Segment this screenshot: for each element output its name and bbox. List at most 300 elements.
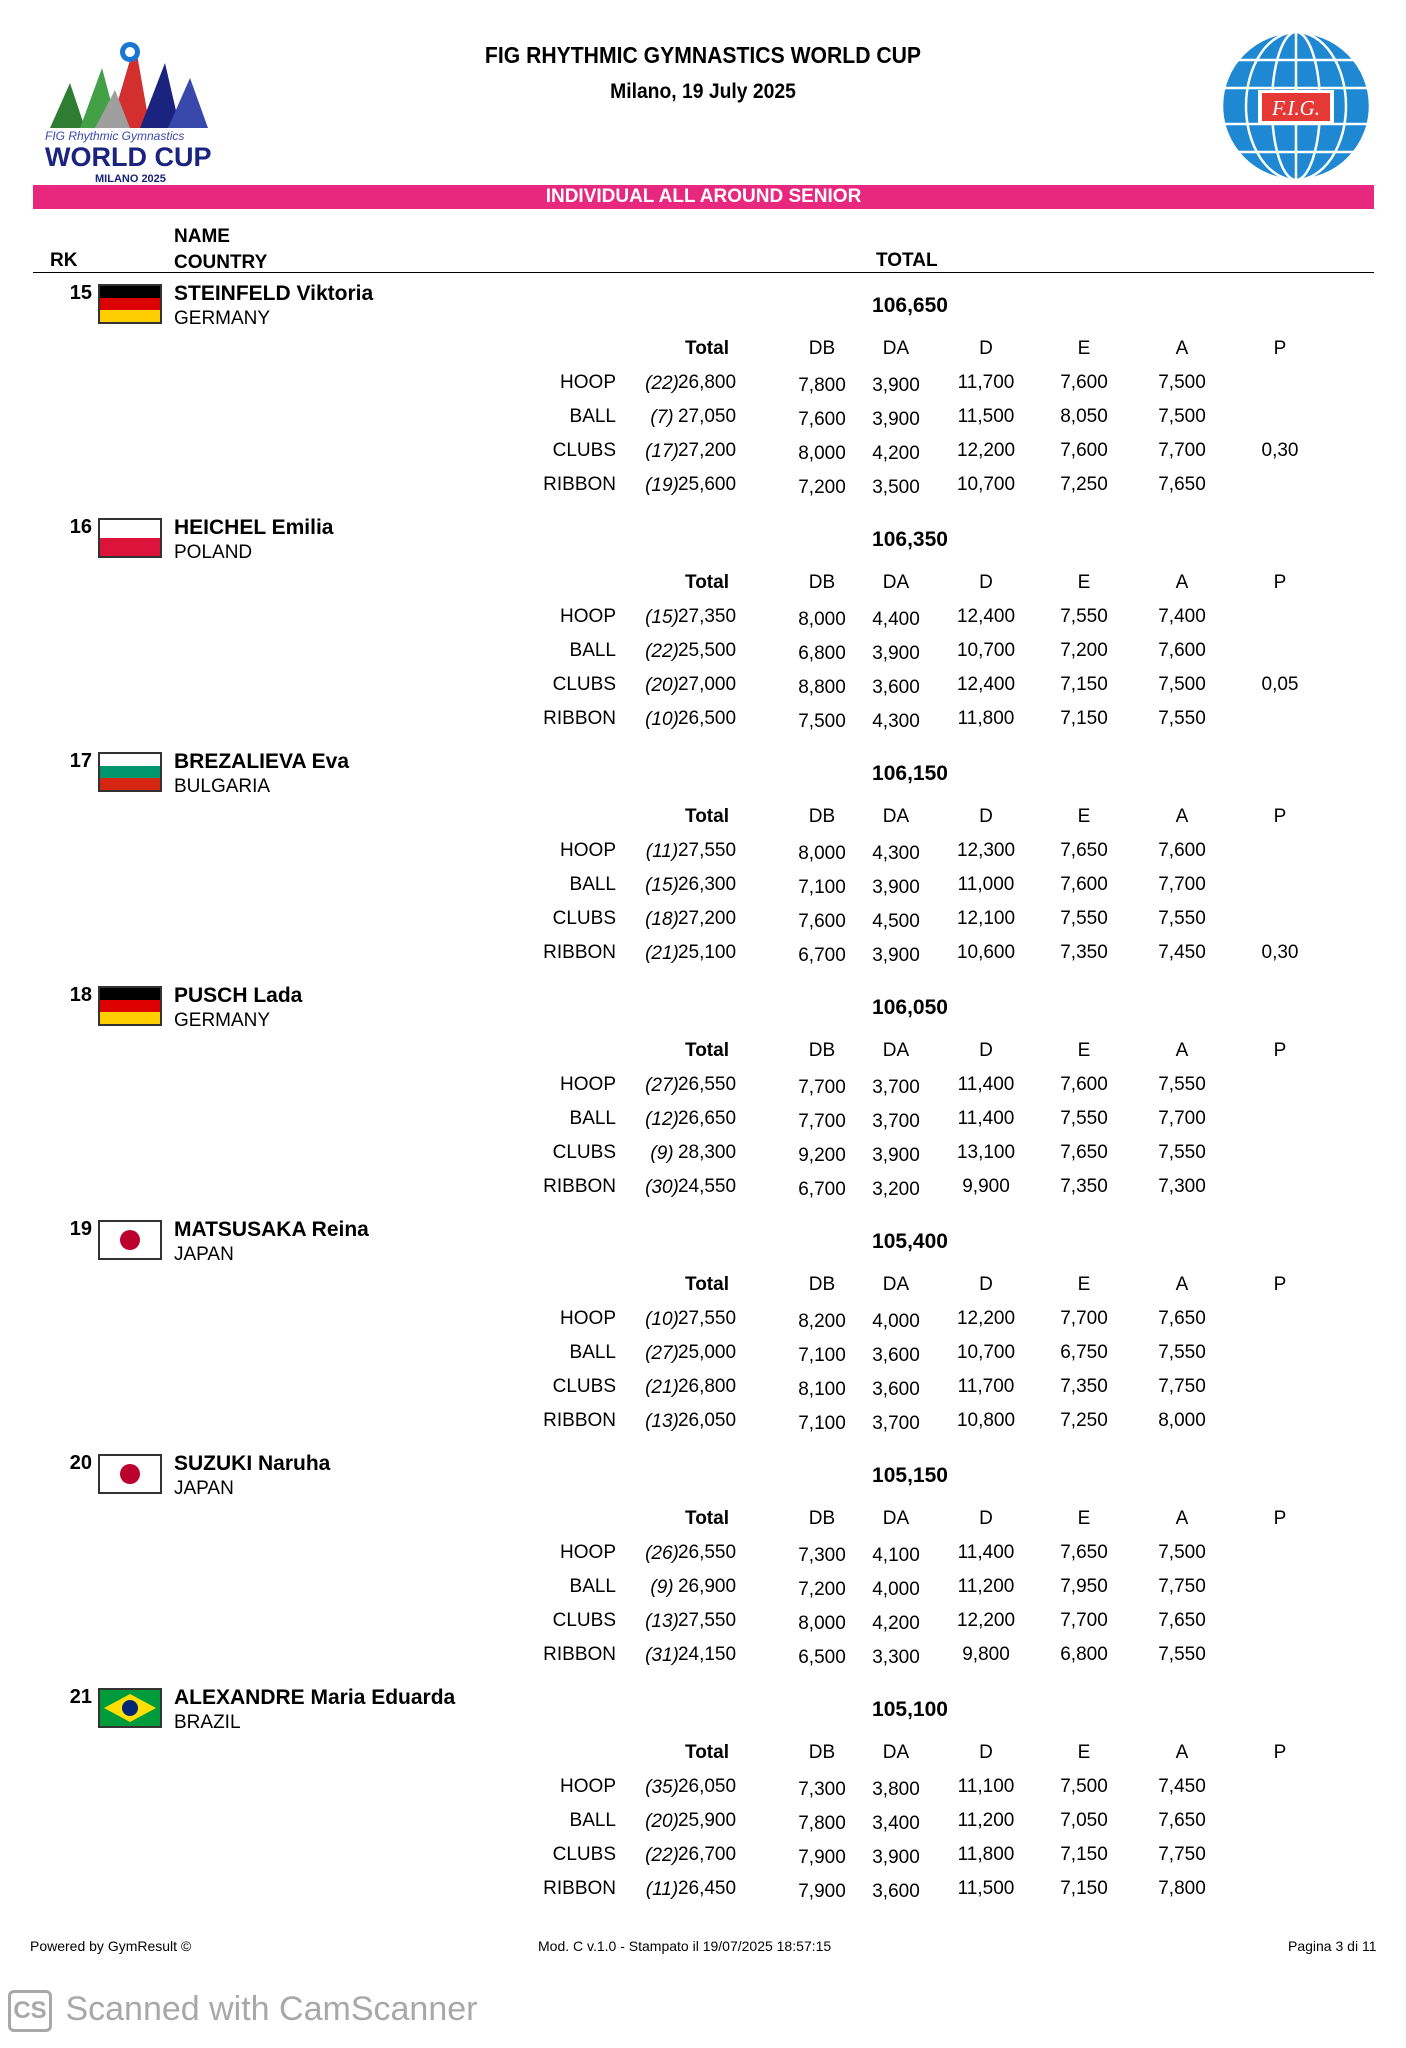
apparatus-name: CLUBS: [552, 1142, 616, 1163]
apparatus-name: BALL: [569, 1810, 616, 1831]
score-da: 3,400: [872, 1813, 920, 1834]
subheader-total: Total: [685, 1742, 729, 1763]
score-a: 7,550: [1158, 708, 1206, 729]
score-e: 7,250: [1060, 474, 1108, 495]
subheader-p: P: [1273, 572, 1287, 593]
apparatus-rank: (13): [645, 1611, 679, 1632]
score-da: 4,200: [872, 443, 920, 464]
subheader-da: DA: [882, 338, 910, 359]
score-db: 8,100: [798, 1379, 846, 1400]
apparatus-name: CLUBS: [552, 440, 616, 461]
score-d: 13,100: [956, 1142, 1016, 1163]
score-a: 7,500: [1158, 674, 1206, 695]
score-total: 26,550: [677, 1074, 737, 1095]
apparatus-rank: (19): [645, 475, 679, 496]
score-da: 3,900: [872, 375, 920, 396]
apparatus-row: [0, 1878, 1406, 1908]
score-a: 7,550: [1158, 1142, 1206, 1163]
score-d: 10,600: [956, 942, 1016, 963]
apparatus-rank: (31): [645, 1645, 679, 1666]
score-total: 26,800: [677, 1376, 737, 1397]
score-db: 8,000: [798, 843, 846, 864]
score-db: 6,800: [798, 643, 846, 664]
score-a: 7,700: [1158, 440, 1206, 461]
score-e: 8,050: [1060, 406, 1108, 427]
score-d: 12,400: [956, 606, 1016, 627]
subheader-e: E: [1077, 1040, 1091, 1061]
svg-text:FIG Rhythmic Gymnastics: FIG Rhythmic Gymnastics: [45, 129, 185, 143]
score-e: 7,650: [1060, 840, 1108, 861]
footer-powered-by: Powered by GymResult ©: [30, 1938, 192, 1954]
score-d: 11,400: [957, 1074, 1015, 1095]
apparatus-name: RIBBON: [543, 942, 616, 963]
athlete-total-score: 105,100: [872, 1698, 948, 1721]
apparatus-name: RIBBON: [543, 1644, 616, 1665]
score-total: 26,650: [677, 1108, 737, 1129]
score-db: 7,900: [798, 1847, 846, 1868]
subheader-total: Total: [685, 1040, 729, 1061]
apparatus-row: [0, 874, 1406, 904]
score-total: 26,700: [677, 1844, 737, 1865]
apparatus-rank: (15): [645, 875, 679, 896]
score-da: 4,300: [872, 843, 920, 864]
apparatus-name: CLUBS: [552, 908, 616, 929]
apparatus-rank: (21): [645, 1377, 679, 1398]
svg-text:F.I.G.: F.I.G.: [1271, 96, 1321, 120]
rank-header: RK: [50, 250, 78, 271]
score-e: 7,350: [1060, 1376, 1108, 1397]
apparatus-rank: (17): [645, 441, 679, 462]
score-e: 7,600: [1060, 372, 1108, 393]
subheader-e: E: [1077, 338, 1091, 359]
score-da: 3,700: [872, 1077, 920, 1098]
score-d: 11,400: [957, 1108, 1015, 1129]
apparatus-rank: (22): [645, 641, 679, 662]
score-da: 3,600: [872, 1379, 920, 1400]
apparatus-row: [0, 1308, 1406, 1338]
subheader-d: D: [979, 806, 993, 827]
athlete-name: PUSCH Lada: [174, 984, 303, 1007]
athlete-country: JAPAN: [174, 1244, 234, 1265]
score-e: 7,150: [1060, 1844, 1108, 1865]
score-da: 3,900: [872, 1847, 920, 1868]
athlete-total-score: 105,400: [872, 1230, 948, 1253]
score-total: 27,200: [677, 908, 737, 929]
score-e: 7,150: [1060, 1878, 1108, 1899]
athlete-country: GERMANY: [174, 308, 271, 329]
score-d: 11,000: [957, 874, 1015, 895]
score-p: 0,05: [1261, 674, 1299, 695]
subheader-total: Total: [685, 572, 729, 593]
score-a: 7,550: [1158, 1074, 1206, 1095]
score-db: 7,800: [798, 375, 846, 396]
apparatus-name: RIBBON: [543, 1878, 616, 1899]
apparatus-rank: (11): [645, 1879, 679, 1900]
score-d: 12,300: [956, 840, 1016, 861]
apparatus-name: HOOP: [560, 606, 616, 627]
apparatus-rank: (27): [645, 1075, 679, 1096]
score-da: 3,900: [872, 1145, 920, 1166]
score-e: 7,350: [1060, 942, 1108, 963]
poland-flag-icon: [98, 518, 162, 558]
athlete-total-score: 106,050: [872, 996, 948, 1019]
apparatus-row: [0, 1844, 1406, 1874]
apparatus-name: BALL: [569, 640, 616, 661]
subheader-da: DA: [882, 1508, 910, 1529]
apparatus-rank: (10): [645, 709, 679, 730]
score-db: 7,300: [798, 1779, 846, 1800]
score-e: 7,150: [1060, 674, 1108, 695]
score-db: 7,600: [798, 911, 846, 932]
apparatus-row: [0, 1342, 1406, 1372]
athlete-rank: 21: [69, 1686, 92, 1708]
athlete-block: [0, 984, 1406, 1218]
score-da: 3,200: [872, 1179, 920, 1200]
event-title: FIG RHYTHMIC GYMNASTICS WORLD CUP: [484, 42, 922, 68]
footer-print-info: Mod. C v.1.0 - Stampato il 19/07/2025 18:57:15: [538, 1938, 832, 1954]
score-d: 11,200: [957, 1810, 1015, 1831]
athlete-block: [0, 282, 1406, 516]
score-e: 7,250: [1060, 1410, 1108, 1431]
japan-flag-icon: [98, 1454, 162, 1494]
apparatus-name: BALL: [569, 406, 616, 427]
score-da: 4,300: [872, 711, 920, 732]
apparatus-row: [0, 840, 1406, 870]
score-d: 12,200: [956, 440, 1016, 461]
score-e: 7,050: [1060, 1810, 1108, 1831]
score-db: 7,700: [798, 1111, 846, 1132]
score-a: 7,650: [1158, 1308, 1206, 1329]
apparatus-rank: (15): [645, 607, 679, 628]
score-db: 8,800: [798, 677, 846, 698]
score-e: 7,600: [1060, 440, 1108, 461]
score-a: 7,400: [1158, 606, 1206, 627]
score-db: 7,300: [798, 1545, 846, 1566]
score-total: 24,550: [677, 1176, 737, 1197]
score-d: 9,900: [962, 1176, 1010, 1197]
apparatus-rank: (13): [645, 1411, 679, 1432]
score-a: 8,000: [1158, 1410, 1206, 1431]
apparatus-row: [0, 942, 1406, 972]
score-da: 4,000: [872, 1311, 920, 1332]
score-db: 6,700: [798, 945, 846, 966]
apparatus-rank: (22): [645, 373, 679, 394]
subheader-e: E: [1077, 1274, 1091, 1295]
score-a: 7,700: [1158, 1108, 1206, 1129]
apparatus-row: [0, 474, 1406, 504]
score-db: 7,900: [798, 1881, 846, 1902]
athlete-rank: 18: [69, 984, 92, 1006]
apparatus-row: [0, 908, 1406, 938]
subheader-d: D: [979, 338, 993, 359]
subheader-a: A: [1175, 806, 1189, 827]
apparatus-rank: (9): [650, 1143, 674, 1164]
athlete-rank: 15: [69, 282, 92, 304]
apparatus-name: CLUBS: [552, 1610, 616, 1631]
apparatus-name: HOOP: [560, 372, 616, 393]
score-e: 7,650: [1060, 1542, 1108, 1563]
subheader-p: P: [1273, 1274, 1287, 1295]
athlete-name: BREZALIEVA Eva: [174, 750, 350, 773]
svg-text:WORLD CUP: WORLD CUP: [45, 142, 212, 172]
score-total: 25,100: [677, 942, 737, 963]
score-total: 27,550: [677, 1308, 737, 1329]
score-e: 7,150: [1060, 708, 1108, 729]
subheader-a: A: [1175, 1742, 1189, 1763]
camscanner-watermark: [8, 1990, 477, 2032]
subheader-da: DA: [882, 806, 910, 827]
score-da: 4,000: [872, 1579, 920, 1600]
apparatus-name: BALL: [569, 1342, 616, 1363]
score-d: 11,800: [957, 708, 1015, 729]
score-e: 7,650: [1060, 1142, 1108, 1163]
subheader-db: DB: [808, 1040, 836, 1061]
apparatus-name: RIBBON: [543, 1410, 616, 1431]
score-e: 7,200: [1060, 640, 1108, 661]
score-db: 7,200: [798, 477, 846, 498]
score-d: 11,700: [957, 1376, 1015, 1397]
score-da: 3,900: [872, 409, 920, 430]
athlete-block: [0, 1218, 1406, 1452]
event-subtitle: Milano, 19 July 2025: [610, 80, 796, 103]
apparatus-name: HOOP: [560, 840, 616, 861]
score-total: 25,600: [677, 474, 737, 495]
apparatus-rank: (22): [645, 1845, 679, 1866]
score-e: 7,500: [1060, 1776, 1108, 1797]
subheader-da: DA: [882, 1274, 910, 1295]
apparatus-rank: (35): [645, 1777, 679, 1798]
score-d: 11,500: [957, 406, 1015, 427]
score-a: 7,550: [1158, 908, 1206, 929]
apparatus-row: [0, 640, 1406, 670]
athlete-block: [0, 1452, 1406, 1686]
score-a: 7,700: [1158, 874, 1206, 895]
apparatus-row: [0, 1176, 1406, 1206]
score-a: 7,450: [1158, 942, 1206, 963]
apparatus-rank: (30): [645, 1177, 679, 1198]
score-da: 3,700: [872, 1413, 920, 1434]
score-e: 7,700: [1060, 1610, 1108, 1631]
score-d: 10,700: [956, 640, 1016, 661]
apparatus-row: [0, 1776, 1406, 1806]
score-da: 3,900: [872, 877, 920, 898]
brazil-flag-icon: [98, 1688, 162, 1728]
score-a: 7,750: [1158, 1844, 1206, 1865]
athlete-total-score: 106,350: [872, 528, 948, 551]
athlete-rank: 20: [69, 1452, 92, 1474]
score-db: 7,600: [798, 409, 846, 430]
subheader-e: E: [1077, 1742, 1091, 1763]
score-db: 7,200: [798, 1579, 846, 1600]
apparatus-row: [0, 1376, 1406, 1406]
apparatus-name: BALL: [569, 874, 616, 895]
name-header: NAME: [174, 226, 230, 247]
apparatus-rank: (20): [645, 675, 679, 696]
apparatus-name: CLUBS: [552, 1376, 616, 1397]
athlete-country: JAPAN: [174, 1478, 234, 1499]
score-a: 7,600: [1158, 640, 1206, 661]
subheader-db: DB: [808, 1274, 836, 1295]
athlete-country: POLAND: [174, 542, 253, 563]
country-header: COUNTRY: [174, 252, 268, 273]
apparatus-rank: (7): [650, 407, 674, 428]
germany-flag-icon: [98, 284, 162, 324]
subheader-da: DA: [882, 1040, 910, 1061]
subheader-a: A: [1175, 338, 1189, 359]
score-a: 7,600: [1158, 840, 1206, 861]
score-d: 10,700: [956, 1342, 1016, 1363]
germany-flag-icon: [98, 986, 162, 1026]
score-e: 7,350: [1060, 1176, 1108, 1197]
apparatus-row: [0, 708, 1406, 738]
score-a: 7,800: [1158, 1878, 1206, 1899]
subheader-a: A: [1175, 1040, 1189, 1061]
score-total: 26,050: [677, 1776, 737, 1797]
score-p: 0,30: [1261, 440, 1299, 461]
score-e: 6,750: [1060, 1342, 1108, 1363]
score-da: 4,400: [872, 609, 920, 630]
athlete-country: BULGARIA: [174, 776, 271, 797]
apparatus-rank: (21): [645, 943, 679, 964]
subheader-e: E: [1077, 572, 1091, 593]
japan-flag-icon: [98, 1220, 162, 1260]
score-a: 7,750: [1158, 1376, 1206, 1397]
apparatus-name: RIBBON: [543, 1176, 616, 1197]
subheader-total: Total: [685, 1508, 729, 1529]
score-da: 3,800: [872, 1779, 920, 1800]
footer-page-number: Pagina 3 di 11: [1288, 1938, 1377, 1954]
score-e: 7,600: [1060, 1074, 1108, 1095]
score-d: 10,700: [956, 474, 1016, 495]
subheader-d: D: [979, 1274, 993, 1295]
score-d: 11,500: [957, 1878, 1015, 1899]
athlete-total-score: 106,150: [872, 762, 948, 785]
score-da: 3,300: [872, 1647, 920, 1668]
apparatus-rank: (12): [645, 1109, 679, 1130]
score-da: 3,700: [872, 1111, 920, 1132]
athlete-name: MATSUSAKA Reina: [174, 1218, 369, 1241]
apparatus-row: [0, 1410, 1406, 1440]
score-a: 7,750: [1158, 1576, 1206, 1597]
score-db: 7,100: [798, 877, 846, 898]
apparatus-name: BALL: [569, 1576, 616, 1597]
score-a: 7,300: [1158, 1176, 1206, 1197]
page-header: [0, 0, 1406, 190]
score-total: 26,800: [677, 372, 737, 393]
total-header: TOTAL: [876, 250, 938, 271]
header-divider: [33, 272, 1374, 273]
apparatus-row: [0, 1576, 1406, 1606]
athlete-name: STEINFELD Viktoria: [174, 282, 374, 305]
score-db: 8,000: [798, 443, 846, 464]
score-d: 9,800: [962, 1644, 1010, 1665]
apparatus-row: [0, 1610, 1406, 1640]
score-total: 26,450: [677, 1878, 737, 1899]
score-db: 7,500: [798, 711, 846, 732]
subheader-db: DB: [808, 806, 836, 827]
subheader-db: DB: [808, 338, 836, 359]
apparatus-rank: (20): [645, 1811, 679, 1832]
camscanner-text: Scanned with CamScanner: [65, 1990, 478, 2028]
subheader-a: A: [1175, 1508, 1189, 1529]
athlete-country: GERMANY: [174, 1010, 271, 1031]
bulgaria-flag-icon: [98, 752, 162, 792]
score-a: 7,450: [1158, 1776, 1206, 1797]
score-da: 4,100: [872, 1545, 920, 1566]
subheader-total: Total: [685, 1274, 729, 1295]
subheader-d: D: [979, 1508, 993, 1529]
apparatus-row: [0, 1142, 1406, 1172]
score-db: 9,200: [798, 1145, 846, 1166]
score-d: 12,200: [956, 1308, 1016, 1329]
score-total: 26,050: [677, 1410, 737, 1431]
score-a: 7,500: [1158, 1542, 1206, 1563]
score-da: 3,500: [872, 477, 920, 498]
subheader-p: P: [1273, 338, 1287, 359]
apparatus-row: [0, 1644, 1406, 1674]
score-d: 10,800: [956, 1410, 1016, 1431]
score-a: 7,550: [1158, 1644, 1206, 1665]
score-e: 7,950: [1060, 1576, 1108, 1597]
apparatus-rank: (10): [645, 1309, 679, 1330]
subheader-d: D: [979, 572, 993, 593]
score-e: 7,700: [1060, 1308, 1108, 1329]
score-a: 7,550: [1158, 1342, 1206, 1363]
athlete-name: ALEXANDRE Maria Eduarda: [174, 1686, 456, 1709]
fig-globe-logo: [1218, 28, 1380, 188]
apparatus-rank: (26): [645, 1543, 679, 1564]
score-total: 26,300: [677, 874, 737, 895]
score-da: 3,600: [872, 1881, 920, 1902]
apparatus-rank: (11): [645, 841, 679, 862]
subheader-p: P: [1273, 1742, 1287, 1763]
score-db: 7,700: [798, 1077, 846, 1098]
apparatus-name: CLUBS: [552, 674, 616, 695]
subheader-db: DB: [808, 1742, 836, 1763]
score-db: 6,500: [798, 1647, 846, 1668]
score-db: 8,000: [798, 1613, 846, 1634]
score-total: 27,550: [677, 1610, 737, 1631]
apparatus-row: [0, 1108, 1406, 1138]
column-headers: [0, 222, 1406, 272]
subheader-d: D: [979, 1742, 993, 1763]
apparatus-row: [0, 440, 1406, 470]
subheader-total: Total: [685, 338, 729, 359]
score-total: 26,900: [677, 1576, 737, 1597]
athlete-block: [0, 750, 1406, 984]
athlete-rank: 19: [69, 1218, 92, 1240]
athlete-total-score: 106,650: [872, 294, 948, 317]
score-total: 25,000: [677, 1342, 737, 1363]
apparatus-row: [0, 674, 1406, 704]
score-a: 7,650: [1158, 1810, 1206, 1831]
score-d: 11,700: [957, 372, 1015, 393]
score-e: 7,550: [1060, 606, 1108, 627]
subheader-da: DA: [882, 1742, 910, 1763]
subheader-d: D: [979, 1040, 993, 1061]
subheader-db: DB: [808, 1508, 836, 1529]
subheader-a: A: [1175, 1274, 1189, 1295]
score-db: 7,100: [798, 1345, 846, 1366]
score-da: 3,600: [872, 677, 920, 698]
score-a: 7,500: [1158, 372, 1206, 393]
score-a: 7,500: [1158, 406, 1206, 427]
score-total: 26,500: [677, 708, 737, 729]
athlete-name: SUZUKI Naruha: [174, 1452, 331, 1475]
camscanner-icon: CS: [8, 1990, 52, 2032]
athlete-total-score: 105,150: [872, 1464, 948, 1487]
apparatus-name: HOOP: [560, 1776, 616, 1797]
